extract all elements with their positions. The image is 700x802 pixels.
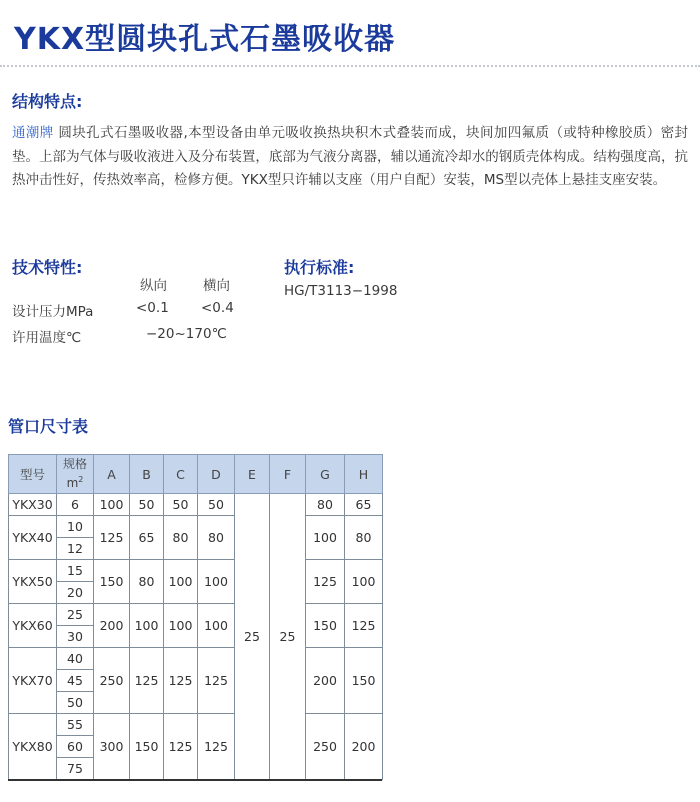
cell-model: YKX70	[9, 648, 57, 714]
table-bottom-rule	[8, 779, 382, 781]
header-g: G	[306, 455, 345, 494]
cell-c: 125	[164, 648, 198, 714]
cell-c: 100	[164, 604, 198, 648]
cell-h: 100	[345, 560, 383, 604]
pressure-longitudinal: <0.1	[136, 300, 169, 316]
pressure-transverse: <0.4	[201, 300, 234, 316]
cell-a: 200	[94, 604, 130, 648]
cell-d: 100	[198, 604, 235, 648]
cell-h: 150	[345, 648, 383, 714]
title-divider	[0, 65, 700, 67]
cell-a: 250	[94, 648, 130, 714]
cell-h: 80	[345, 516, 383, 560]
cell-spec: 75	[57, 758, 94, 780]
cell-b: 125	[130, 648, 164, 714]
header-spec-unit: m	[66, 476, 79, 490]
cell-c: 100	[164, 560, 198, 604]
cell-a: 150	[94, 560, 130, 604]
header-b: B	[130, 455, 164, 494]
cell-spec: 50	[57, 692, 94, 714]
dims-heading: 管口尺寸表	[8, 417, 89, 436]
cell-b: 65	[130, 516, 164, 560]
cell-b: 80	[130, 560, 164, 604]
cell-a: 125	[94, 516, 130, 560]
cell-b: 50	[130, 494, 164, 516]
cell-h: 200	[345, 714, 383, 780]
structure-text: 圆块孔式石墨吸收器,本型设备由单元吸收换热块积木式叠装而成，块间加四氟质（或特种橡胶质）密封垫。上部为气体与吸收液进入及分布装置，底部为气液分离器，辅以通流冷却水的钢质壳体构成。结构强度高，抗热冲击性好，传热效率高，检修方便。YKX型只许辅以支座（用户自配）安装，MS型以壳体上悬挂支座安装。	[12, 125, 689, 188]
cell-b: 100	[130, 604, 164, 648]
cell-f-shared: 25	[270, 494, 306, 780]
standard-value: HG/T3113−1998	[284, 283, 398, 299]
cell-spec: 55	[57, 714, 94, 736]
col-transverse: 横向	[203, 278, 230, 294]
cell-d: 80	[198, 516, 235, 560]
standard-heading: 执行标准:	[284, 258, 355, 277]
header-a: A	[94, 455, 130, 494]
cell-b: 150	[130, 714, 164, 780]
cell-model: YKX30	[9, 494, 57, 516]
cell-c: 125	[164, 714, 198, 780]
cell-model: YKX80	[9, 714, 57, 780]
header-h: H	[345, 455, 383, 494]
cell-spec: 15	[57, 560, 94, 582]
cell-spec: 12	[57, 538, 94, 560]
cell-g: 125	[306, 560, 345, 604]
cell-model: YKX50	[9, 560, 57, 604]
cell-spec: 25	[57, 604, 94, 626]
structure-heading: 结构特点:	[12, 92, 83, 111]
header-d: D	[198, 455, 235, 494]
cell-model: YKX40	[9, 516, 57, 560]
cell-spec: 40	[57, 648, 94, 670]
cell-d: 125	[198, 648, 235, 714]
header-spec-label: 规格	[62, 457, 87, 471]
cell-d: 100	[198, 560, 235, 604]
page-title: YKX型圆块孔式石墨吸收器	[14, 22, 396, 57]
cell-g: 200	[306, 648, 345, 714]
cell-c: 80	[164, 516, 198, 560]
cell-g: 100	[306, 516, 345, 560]
pressure-label: 设计压力MPa	[12, 304, 94, 320]
cell-spec: 6	[57, 494, 94, 516]
cell-h: 65	[345, 494, 383, 516]
header-spec-exponent: 2	[78, 475, 84, 484]
header-e: E	[235, 455, 270, 494]
cell-a: 100	[94, 494, 130, 516]
nozzle-dimension-table	[8, 454, 383, 780]
cell-spec: 20	[57, 582, 94, 604]
header-f: F	[270, 455, 306, 494]
table-row	[9, 516, 383, 538]
table-row	[9, 560, 383, 582]
cell-g: 80	[306, 494, 345, 516]
header-model: 型号	[9, 455, 57, 494]
table-row	[9, 648, 383, 670]
brand-name: 通潮牌	[12, 125, 54, 141]
table-row	[9, 604, 383, 626]
header-spec	[57, 455, 94, 494]
cell-model: YKX60	[9, 604, 57, 648]
cell-h: 125	[345, 604, 383, 648]
table-header-row	[9, 455, 383, 494]
cell-d: 125	[198, 714, 235, 780]
temperature-label: 许用温度℃	[12, 330, 82, 346]
cell-g: 250	[306, 714, 345, 780]
table-row	[9, 494, 383, 516]
cell-spec: 30	[57, 626, 94, 648]
tech-heading: 技术特性:	[12, 258, 83, 277]
cell-e-shared: 25	[235, 494, 270, 780]
structure-paragraph	[12, 122, 688, 193]
table-row	[9, 714, 383, 736]
temperature-value: −20~170℃	[146, 326, 227, 342]
cell-spec: 45	[57, 670, 94, 692]
cell-c: 50	[164, 494, 198, 516]
cell-a: 300	[94, 714, 130, 780]
cell-spec: 60	[57, 736, 94, 758]
cell-d: 50	[198, 494, 235, 516]
col-longitudinal: 纵向	[140, 278, 167, 294]
cell-spec: 10	[57, 516, 94, 538]
header-c: C	[164, 455, 198, 494]
cell-g: 150	[306, 604, 345, 648]
